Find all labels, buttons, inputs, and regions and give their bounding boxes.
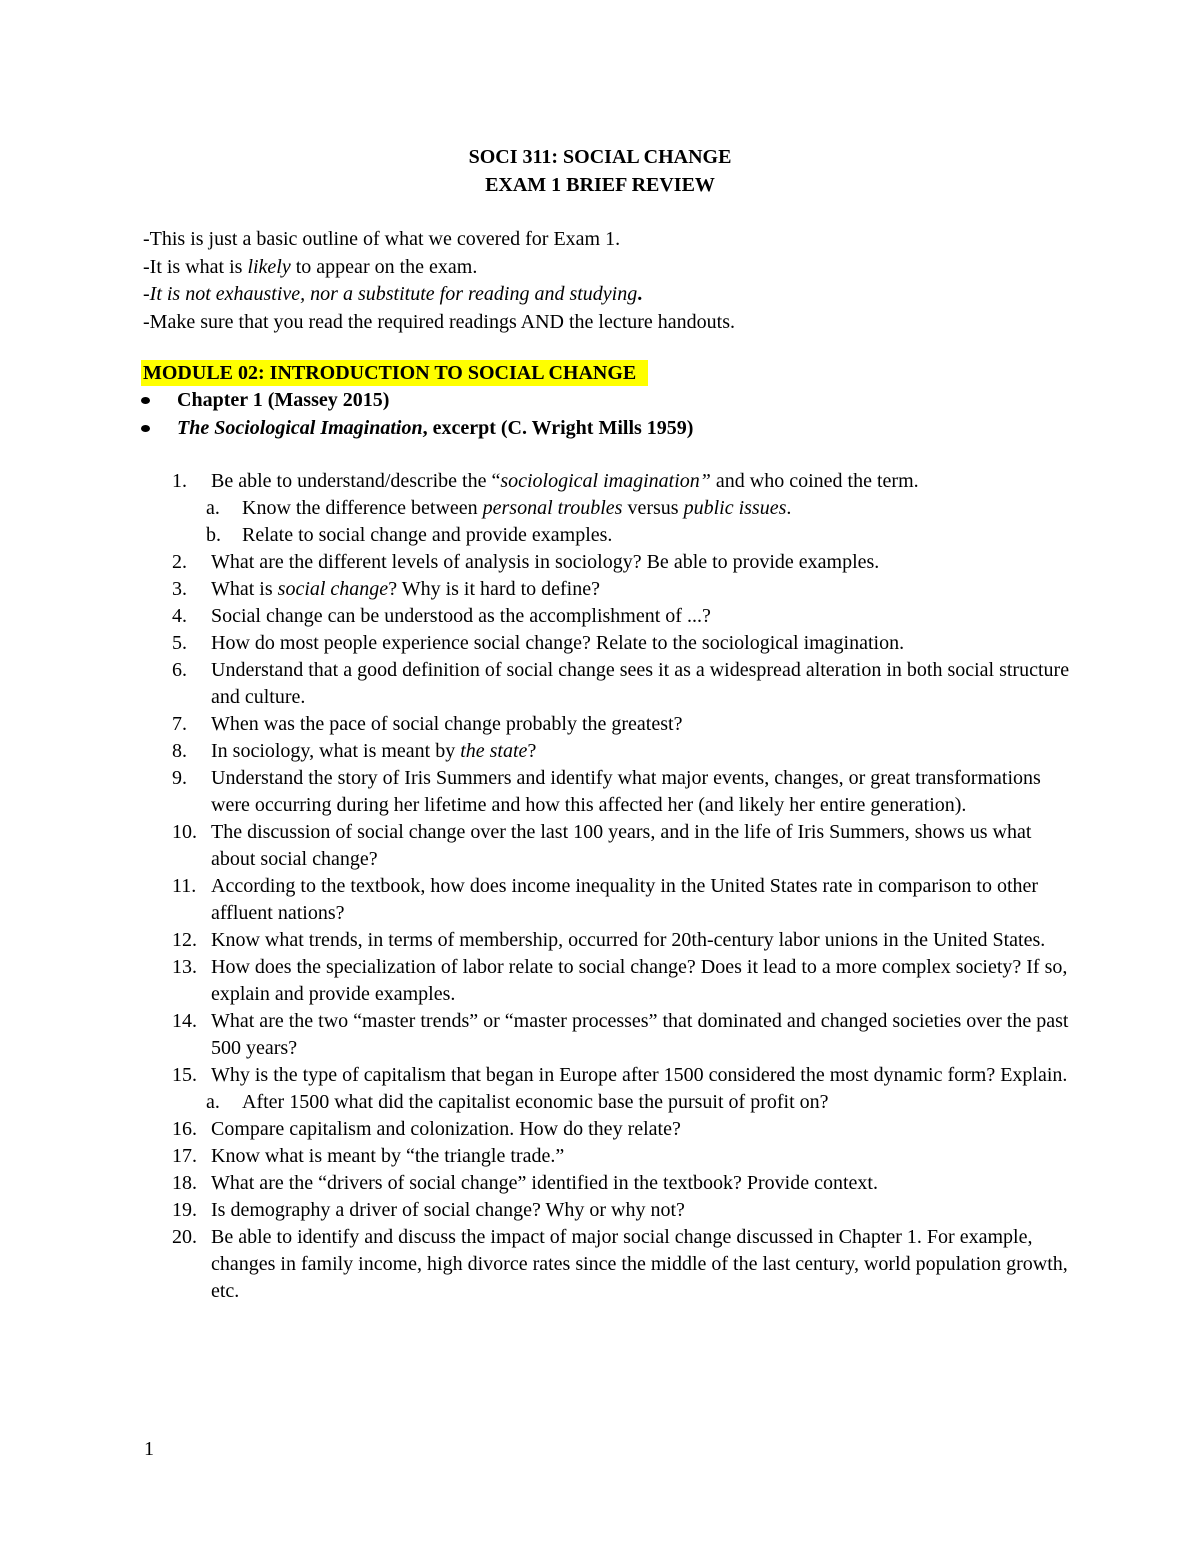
- question-item: [172, 927, 1072, 954]
- question-text: What are the “drivers of social change” identified in the textbook? Provide context.: [211, 1172, 878, 1194]
- intro-line-3-emphasis: -It is not exhaustive, nor a substitute for reading and studying: [143, 283, 638, 305]
- question-text: What are the two “master trends” or “master processes” that dominated and changed societies over the past 500 years?: [211, 1010, 1069, 1059]
- question-emphasis: the state: [460, 740, 528, 762]
- question-text: What are the different levels of analysis in sociology? Be able to provide examples.: [211, 551, 880, 573]
- question-text: After 1500 what did the capitalist economic base the pursuit of profit on?: [242, 1091, 829, 1113]
- question-item: [172, 1197, 1072, 1224]
- exam-title: EXAM 1 BRIEF REVIEW: [485, 174, 715, 196]
- intro-line-3: [143, 281, 1143, 309]
- question-text: .: [786, 497, 792, 519]
- question-number: 4.: [172, 605, 187, 627]
- question-number: 12.: [172, 929, 197, 951]
- page-number: 1: [144, 1438, 154, 1460]
- question-number: 7.: [172, 713, 187, 735]
- question-text: versus: [622, 497, 684, 519]
- sub-question-letter: b.: [206, 524, 221, 546]
- question-item: [172, 630, 1072, 657]
- question-item: [172, 711, 1072, 738]
- question-item: [172, 1143, 1072, 1170]
- question-number: 1.: [172, 470, 187, 492]
- intro-line-1: -This is just a basic outline of what we covered for Exam 1.: [143, 228, 621, 250]
- bullet-icon: [141, 425, 150, 432]
- question-number: 2.: [172, 551, 187, 573]
- question-number: 11.: [172, 875, 197, 897]
- question-text: Social change can be understood as the accomplishment of ...?: [211, 605, 711, 627]
- question-number: 17.: [172, 1145, 197, 1167]
- review-questions: [172, 468, 1072, 1305]
- question-number: 10.: [172, 821, 197, 843]
- question-text: Know what is meant by “the triangle trade.”: [211, 1145, 565, 1167]
- question-item: [172, 549, 1072, 576]
- intro-line-2: [143, 254, 1143, 282]
- question-text: ?: [527, 740, 537, 762]
- question-item: [172, 1224, 1072, 1305]
- question-text: Know what trends, in terms of membership, occurred for 20th-century labor unions in the United States.: [211, 929, 1046, 951]
- question-number: 18.: [172, 1172, 197, 1194]
- intro-line-3-end: .: [637, 283, 643, 305]
- sub-question-item: [206, 1089, 1072, 1116]
- intro-notes: [143, 226, 1143, 336]
- question-text: The discussion of social change over the last 100 years, and in the life of Iris Summers, shows us what about social change?: [211, 821, 1032, 870]
- intro-line-2-emphasis: likely: [247, 255, 291, 278]
- question-text: Why is the type of capitalism that began in Europe after 1500 considered the most dynamic form? Explain.: [211, 1064, 1068, 1086]
- question-text: How does the specialization of labor relate to social change? Does it lead to a more complex society? If so, explain and provide examples.: [211, 956, 1068, 1005]
- question-number: 6.: [172, 659, 187, 681]
- question-text: Know the difference between: [242, 497, 483, 519]
- reading-text: Chapter 1 (Massey 2015): [177, 389, 390, 411]
- question-emphasis: sociological imagination”: [500, 470, 711, 492]
- question-item: [172, 873, 1072, 927]
- readings-list: [141, 386, 1141, 442]
- question-text: Be able to identify and discuss the impact of major social change discussed in Chapter 1. For example, changes in family income, high divorce rates since the middle of the last century, world population growth, etc.: [211, 1226, 1068, 1302]
- question-number: 20.: [172, 1226, 197, 1248]
- question-number: 8.: [172, 740, 187, 762]
- question-number: 3.: [172, 578, 187, 600]
- question-item: [172, 468, 1072, 495]
- document-title: [0, 143, 1200, 199]
- question-text: According to the textbook, how does income inequality in the United States rate in comparison to other affluent nations?: [211, 875, 1039, 924]
- intro-line-2-text: -It is what is: [143, 255, 248, 278]
- question-item: [172, 1116, 1072, 1143]
- question-emphasis: public issues: [683, 497, 787, 519]
- question-item: [172, 657, 1072, 711]
- sub-question-item: [206, 495, 1072, 522]
- question-text: Is demography a driver of social change? Why or why not?: [211, 1199, 685, 1221]
- question-text: When was the pace of social change probably the greatest?: [211, 713, 683, 735]
- question-item: [172, 603, 1072, 630]
- course-title: SOCI 311: SOCIAL CHANGE: [468, 146, 732, 168]
- sub-question-letter: a.: [206, 497, 220, 519]
- question-number: 19.: [172, 1199, 197, 1221]
- sub-question-item: [206, 522, 1072, 549]
- question-text: Compare capitalism and colonization. How do they relate?: [211, 1118, 681, 1140]
- question-item: [172, 738, 1072, 765]
- question-item: [172, 1170, 1072, 1197]
- question-text: Relate to social change and provide examples.: [242, 524, 613, 546]
- reading-text: , excerpt (C. Wright Mills 1959): [422, 417, 694, 439]
- question-number: 9.: [172, 767, 187, 789]
- module-heading: MODULE 02: INTRODUCTION TO SOCIAL CHANGE: [141, 360, 648, 386]
- question-text: Understand the story of Iris Summers and identify what major events, changes, or great transformations were occurring during her lifetime and how this affected her (and likely her entire generation).: [211, 767, 1041, 816]
- question-number: 14.: [172, 1010, 197, 1032]
- question-text: and who coined the term.: [710, 470, 919, 492]
- question-number: 13.: [172, 956, 197, 978]
- question-item: [172, 1062, 1072, 1089]
- question-number: 16.: [172, 1118, 197, 1140]
- question-item: [172, 576, 1072, 603]
- question-text: Be able to understand/describe the “: [211, 470, 501, 492]
- question-emphasis: social change: [277, 578, 389, 600]
- intro-line-2-end: to appear on the exam.: [290, 255, 478, 278]
- question-item: [172, 1008, 1072, 1062]
- question-item: [172, 765, 1072, 819]
- sub-question-letter: a.: [206, 1091, 220, 1113]
- reading-item: [141, 386, 1141, 414]
- question-item: [172, 954, 1072, 1008]
- question-number: 15.: [172, 1064, 197, 1086]
- reading-item: [141, 414, 1141, 442]
- question-text: In sociology, what is meant by: [211, 740, 461, 762]
- question-text: ? Why is it hard to define?: [388, 578, 600, 600]
- reading-title: The Sociological Imagination: [177, 417, 423, 439]
- question-number: 5.: [172, 632, 187, 654]
- question-emphasis: personal troubles: [482, 497, 623, 519]
- question-text: Understand that a good definition of social change sees it as a widespread alteration in both social structure and culture.: [211, 659, 1070, 708]
- intro-line-4: -Make sure that you read the required readings AND the lecture handouts.: [143, 310, 736, 333]
- question-item: [172, 819, 1072, 873]
- bullet-icon: [141, 397, 150, 404]
- question-text: How do most people experience social change? Relate to the sociological imagination.: [211, 632, 905, 654]
- question-text: What is: [211, 578, 278, 600]
